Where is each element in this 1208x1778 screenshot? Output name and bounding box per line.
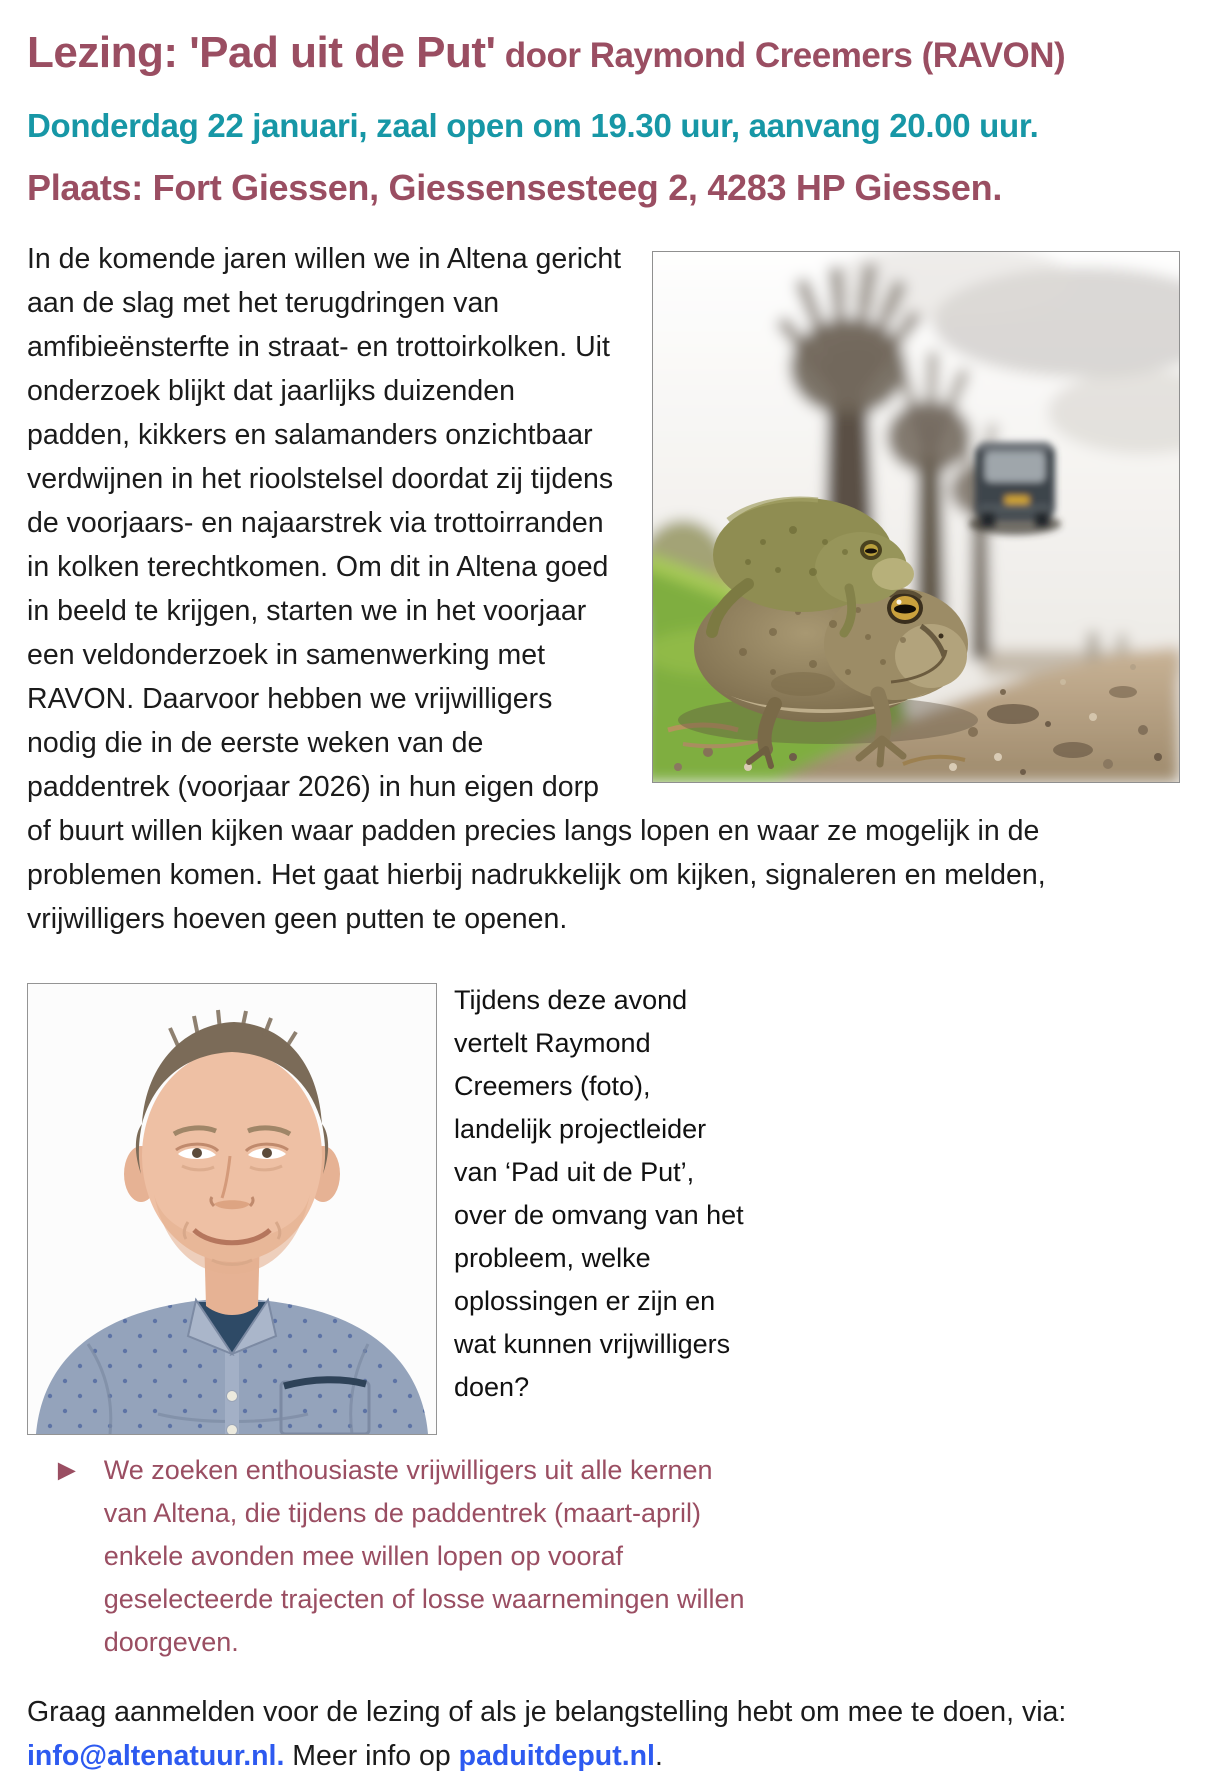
closing-period: . bbox=[654, 1740, 663, 1772]
toad-photo bbox=[652, 251, 1180, 783]
callout-paragraph: We zoeken enthousiaste vrijwilligers uit alle kernen van Altena, die tijdens de paddentrek (maart-april) enkele avonden mee willen lopen op vooraf geselecteerde trajecten of losse waarnemingen willen doorgeven. bbox=[103, 1455, 745, 1657]
speaker-portrait bbox=[27, 983, 437, 1435]
intro-section bbox=[27, 237, 1180, 941]
bullet-arrow-icon: ► bbox=[52, 1454, 82, 1487]
title-sub: door Raymond Creemers (RAVON) bbox=[495, 36, 1066, 75]
intro-paragraph: In de komende jaren willen we in Altena gericht aan de slag met het terugdringen van amfibieënsterfte in straat- en trottoirkolken. Uit onderzoek blijkt dat jaarlijks duizenden padden, kikkers en salamanders onzichtbaar verdwijnen in het rioolstelsel doordat zij tijdens de voorjaars- en najaarstrek via trottoirranden in kolken terechtkomen. Om dit in Altena goed in beeld te krijgen, starten we in het voorjaar een veldonderzoek in samenwerking met RAVON. Daarvoor hebben we vrijwilligers nodig die in de eerste weken van de paddentrek (voorjaar 2026) in hun eigen dorp of buurt willen kijken waar padden precies langs lopen en waar ze mogelijk in de problemen komen. Het gaat hierbij nadrukkelijk om kijken, signaleren en melden, vrijwilligers hoeven geen putten te openen. bbox=[27, 243, 1046, 935]
email-link[interactable]: info@altenatuur.nl. bbox=[27, 1740, 285, 1772]
speaker-portrait-illustration bbox=[28, 984, 436, 1434]
signup-text: Graag aanmelden voor de lezing of als je belangstelling hebt om mee te doen, via: bbox=[27, 1696, 1067, 1728]
more-info-text: Meer info op bbox=[284, 1740, 459, 1772]
event-datetime: Donderdag 22 januari, zaal open om 19.30 uur, aanvang 20.00 uur. bbox=[27, 107, 1039, 144]
event-location: Plaats: Fort Giessen, Giessensesteeg 2, 4283 HP Giessen. bbox=[27, 167, 1003, 208]
speaker-paragraph: Tijdens deze avond vertelt Raymond Creemers (foto), landelijk projectleider van ‘Pad uit de Put’, over de omvang van het probleem, welke oplossingen er zijn en wat kunnen vrijwilligers doen? bbox=[454, 985, 744, 1402]
flyer-footer bbox=[27, 1664, 1180, 1778]
speaker-section bbox=[27, 979, 1180, 1664]
volunteer-callout bbox=[52, 1449, 1180, 1664]
flyer-header bbox=[27, 27, 1180, 209]
website-link[interactable]: paduitdeput.nl bbox=[458, 1740, 655, 1772]
page-title bbox=[27, 27, 1180, 82]
toad-photo-illustration bbox=[653, 252, 1179, 782]
signup-paragraph bbox=[27, 1690, 1162, 1778]
title-main: Lezing: 'Pad uit de Put' bbox=[27, 28, 496, 77]
